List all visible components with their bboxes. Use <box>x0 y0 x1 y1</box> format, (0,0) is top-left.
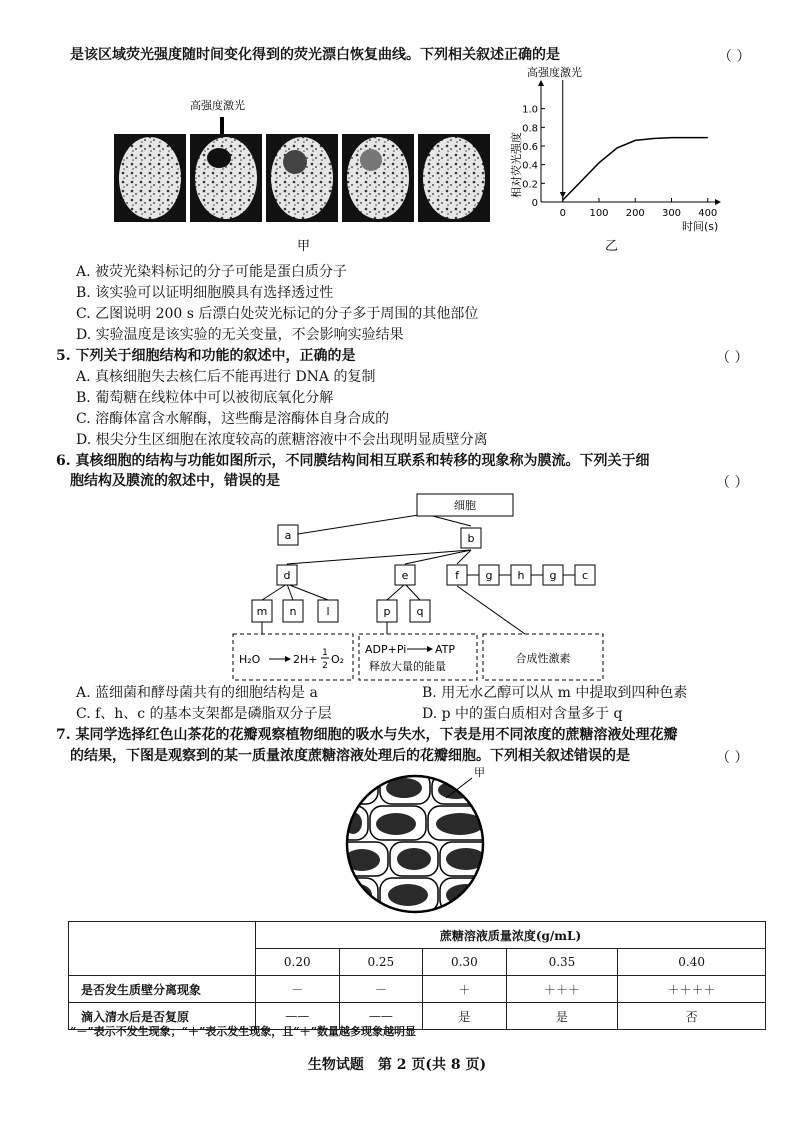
table-cell: ＋ <box>423 976 507 1003</box>
table-cell: 否 <box>618 1003 766 1030</box>
table-cell: —— <box>339 1003 423 1030</box>
table-cell: —— <box>256 1003 340 1030</box>
node-m: m <box>256 605 268 618</box>
box1-2h: 2H+ <box>293 653 318 666</box>
table-header: 蔗糖溶液质量浓度(g/mL) <box>256 922 766 949</box>
conc-2: 0.30 <box>423 949 507 976</box>
y-axis-arrow <box>538 80 544 86</box>
box2-atp: ATP <box>435 643 456 656</box>
caption-yi: 乙 <box>605 239 619 254</box>
caption-jia: 甲 <box>297 239 311 254</box>
intro-line: 是该区域荧光强度随时间变化得到的荧光漂白恢复曲线。下列相关叙述正确的是 <box>70 47 560 63</box>
table-corner <box>69 922 256 976</box>
q5-option-b: B. 葡萄糖在线粒体中可以被彻底氧化分解 <box>76 390 334 406</box>
table-cell: ＋＋＋ <box>506 976 618 1003</box>
box2-adp: ADP+Pi <box>365 643 407 656</box>
box1-frac-num: 1 <box>322 648 328 658</box>
q6-stem-line2: 胞结构及膜流的叙述中，错误的是 <box>70 473 280 489</box>
page-footer: 生物试题 第 2 页(共 8 页) <box>307 1057 487 1073</box>
laser-label-yi: 高强度激光 <box>527 66 582 79</box>
q5-stem: 5. 下列关于细胞结构和功能的叙述中，正确的是 <box>56 348 356 364</box>
node-n: n <box>289 605 297 618</box>
y-tick-label: 0.6 <box>522 142 538 153</box>
conc-4: 0.40 <box>618 949 766 976</box>
answer-paren-q7: （ ） <box>716 750 749 766</box>
q6-option-a: A. 蓝细菌和酵母菌共有的细胞结构是 a <box>76 685 318 701</box>
x-tick-label: 400 <box>698 208 718 219</box>
table-cell: 是 <box>423 1003 507 1030</box>
q4-option-d: D. 实验温度是该实验的无关变量，不会影响实验结果 <box>76 327 404 343</box>
conc-1: 0.25 <box>339 949 423 976</box>
node-g2: g <box>549 569 557 582</box>
table-note: “－”表示不发生现象；“＋”表示发生现象，且“＋”数量越多现象越明显 <box>70 1025 416 1038</box>
y-tick-label: 0.4 <box>522 160 538 172</box>
conc-0: 0.20 <box>256 949 340 976</box>
answer-paren-q4: （ ） <box>718 49 751 65</box>
q4-option-b: B. 该实验可以证明细胞膜具有选择透过性 <box>76 285 334 301</box>
q7-stem-line1: 7. 某同学选择红色山茶花的花瓣观察植物细胞的吸水与失水，下表是用不同浓度的蔗糖溶液处理花瓣 <box>56 727 678 743</box>
node-c: c <box>581 569 589 582</box>
node-d: d <box>283 569 291 582</box>
q6-option-c: C. f、h、c 的基本支架都是磷脂双分子层 <box>76 706 332 722</box>
node-a: a <box>284 529 292 542</box>
y-tick-label: 1.0 <box>522 104 538 116</box>
recovery-curve <box>563 138 708 201</box>
table-cell: － <box>339 976 423 1003</box>
box1-o2: O₂ <box>331 653 345 666</box>
figure-jia <box>112 90 512 260</box>
q7-petal-cell-figure <box>338 764 498 918</box>
x-tick-label: 300 <box>661 208 682 219</box>
answer-paren-q6: （ ） <box>716 475 749 491</box>
node-b: b <box>467 532 475 545</box>
node-root: 细胞 <box>454 499 476 512</box>
box2-energy: 释放大量的能量 <box>369 660 446 673</box>
table-cell: － <box>256 976 340 1003</box>
node-h: h <box>517 569 525 582</box>
box1-h2o: H₂O <box>239 653 261 666</box>
q5-option-a: A. 真核细胞失去核仁后不能再进行 DNA 的复制 <box>76 369 376 385</box>
q7-results-table <box>68 921 766 1030</box>
table-cell: ＋＋＋＋ <box>618 976 766 1003</box>
node-f: f <box>455 569 459 582</box>
y-tick-label: 0.8 <box>522 123 538 135</box>
conc-3: 0.35 <box>506 949 618 976</box>
node-p: p <box>383 605 391 618</box>
q4-option-c: C. 乙图说明 200 s 后漂白处荧光标记的分子多于周围的其他部位 <box>76 306 479 322</box>
q5-option-d: D. 根尖分生区细胞在浓度较高的蔗糖溶液中不会出现明显质壁分离 <box>76 432 488 448</box>
q6-option-d: D. p 中的蛋白质相对含量多于 q <box>422 706 623 722</box>
box1-frac-den: 2 <box>322 661 328 671</box>
box3-hormone: 合成性激素 <box>515 652 571 665</box>
x-axis-arrow <box>715 199 721 205</box>
q7-stem-line2: 的结果，下图是观察到的某一质量浓度蔗糖溶液处理后的花瓣细胞。下列相关叙述错误的是 <box>70 748 630 764</box>
row-label: 是否发生质壁分离现象 <box>69 976 256 1003</box>
x-tick-label: 0 <box>559 208 566 219</box>
table-cell: 是 <box>506 1003 618 1030</box>
q6-structure-diagram <box>225 492 615 688</box>
table-row <box>69 976 766 1003</box>
node-g1: g <box>485 569 493 582</box>
label-jia-q7: 甲 <box>474 766 485 779</box>
x-tick-label: 100 <box>589 208 609 219</box>
row-label: 滴入清水后是否复原 <box>69 1003 256 1030</box>
q6-option-b: B. 用无水乙醇可以从 m 中提取到四种色素 <box>422 685 688 701</box>
x-tick-label: 200 <box>625 208 645 219</box>
laser-label-jia: 高强度激光 <box>190 99 245 112</box>
figure-yi-chart <box>505 60 745 260</box>
node-l: l <box>326 605 330 618</box>
node-q: q <box>416 605 424 618</box>
node-e: e <box>401 569 409 582</box>
xlabel-yi: 时间(s) <box>682 220 719 233</box>
y-tick-label: 0.2 <box>522 179 538 191</box>
q5-option-c: C. 溶酶体富含水解酶，这些酶是溶酶体自身合成的 <box>76 411 390 427</box>
answer-paren-q5: （ ） <box>716 350 749 366</box>
q4-option-a: A. 被荧光染料标记的分子可能是蛋白质分子 <box>76 264 348 280</box>
ylabel-yi: 相对荧光强度 <box>510 132 523 198</box>
y-tick-label: 0 <box>531 198 538 209</box>
q6-stem-line1: 6. 真核细胞的结构与功能如图所示，不同膜结构间相互联系和转移的现象称为膜流。下列关于细 <box>56 453 650 469</box>
